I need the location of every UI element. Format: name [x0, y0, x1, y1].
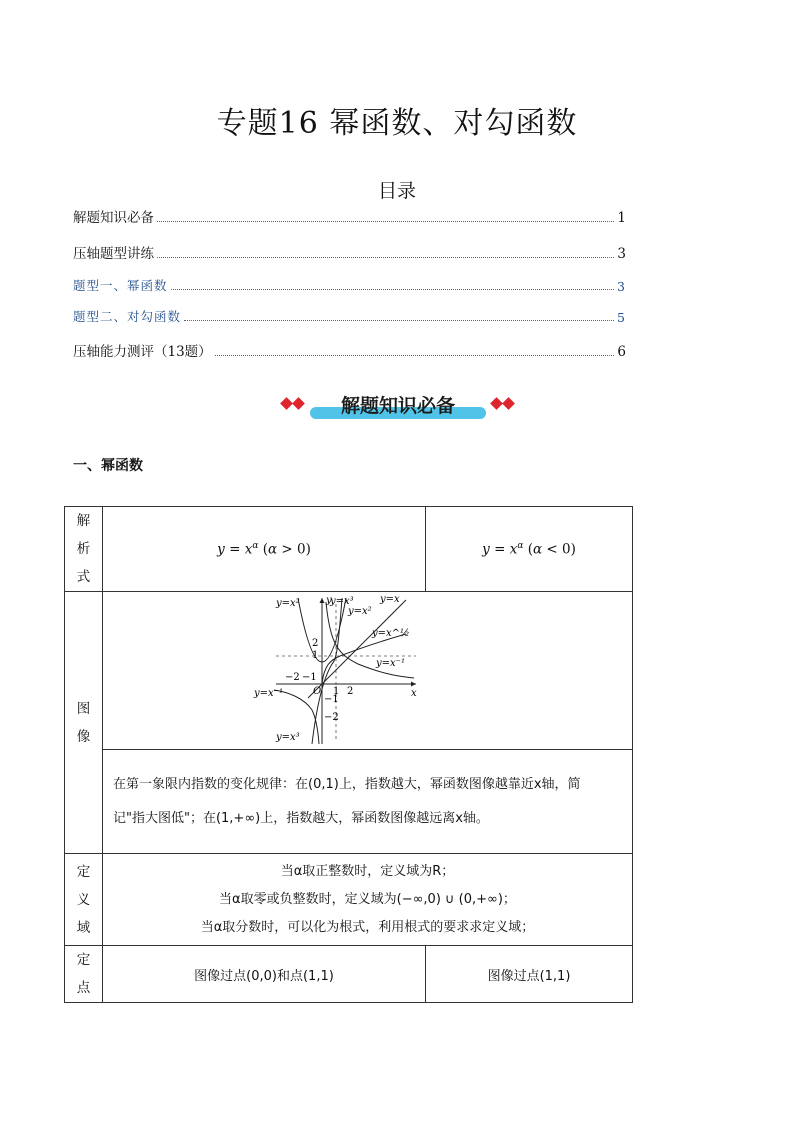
expr-negative-cell: $y = x^\alpha$ (α < 0): [426, 507, 633, 592]
toc-item-page: 6: [617, 344, 626, 360]
tick-y-1: 1: [311, 649, 318, 661]
banner-label: 解题知识必备: [340, 395, 455, 417]
label-y-axis: y: [325, 594, 332, 606]
toc-item-page: 3: [617, 279, 626, 294]
tick-x-neg2: −2: [284, 671, 300, 683]
toc-item-page: 3: [617, 246, 626, 262]
description-line-1: 在第一象限内指数的变化规律：在(0,1)上，指数越大，幂函数图像越靠近x轴，简: [113, 776, 581, 792]
toc-item-test[interactable]: [73, 342, 626, 360]
domain-line-1: 当α取正整数时，定义域为R；: [280, 863, 455, 879]
expr-positive-cell: $y = x^\alpha$ (α > 0): [103, 507, 426, 592]
table-row: [65, 854, 633, 946]
label-x3-bottom: y=x³: [275, 731, 300, 743]
section-banner: [280, 387, 520, 423]
row-header-expression: 解 析 式: [65, 507, 103, 592]
label-xinv-right: y=x⁻¹: [375, 657, 405, 669]
tick-x-1: 1: [332, 685, 339, 697]
toc-leader-dots: [171, 289, 615, 290]
tick-y-neg1: −1: [323, 693, 339, 705]
section-heading: 一、幂函数: [73, 458, 143, 474]
diamond-decor-left-icon: [280, 397, 306, 411]
toc-item-type2[interactable]: [73, 307, 626, 325]
toc-leader-dots: [215, 355, 615, 356]
tick-y-2: 2: [311, 637, 318, 649]
toc-item-label: 压轴题型讲练: [73, 246, 154, 262]
toc-item-page: 1: [617, 210, 626, 226]
description-line-2: 记"指大图低"；在(1,+∞)上，指数越大，幂函数图像越远离x轴。: [113, 810, 489, 826]
label-x3-top: y=x³: [329, 595, 354, 607]
toc-item-knowledge[interactable]: [73, 208, 626, 226]
label-x: y=x: [379, 593, 400, 605]
toc-item-label: 题型一、幂函数: [73, 278, 168, 293]
domain-line-2: 当α取零或负整数时，定义域为(−∞,0) ∪ (0,+∞)；: [219, 891, 516, 907]
row-header-graph: 图 像: [65, 592, 103, 854]
label-xinv-left: y=x⁻¹: [253, 687, 283, 699]
toc-item-practice[interactable]: [73, 244, 626, 262]
toc-item-label: 题型二、对勾函数: [73, 309, 182, 324]
toc-item-label: 压轴能力测评（13题）: [73, 344, 212, 360]
expr-negative: y: [482, 541, 490, 558]
fixed-point-negative: 图像过点(1,1): [426, 946, 633, 1003]
label-sqrtx: y=x^½: [371, 627, 410, 639]
power-function-graph: [253, 593, 468, 748]
toc-item-page: 5: [617, 310, 626, 325]
expr-positive: y: [217, 541, 225, 558]
tick-x-neg1: −1: [301, 671, 317, 683]
toc-item-type1[interactable]: [73, 276, 626, 294]
tick-x-2: 2: [346, 685, 353, 697]
table-row: [65, 946, 633, 1003]
fixed-point-positive: 图像过点(0,0)和点(1,1): [103, 946, 426, 1003]
toc-item-label: 解题知识必备: [73, 210, 154, 226]
table-row: [65, 750, 633, 854]
label-x-axis: x: [410, 687, 417, 699]
label-origin: O: [312, 685, 321, 697]
toc-heading: 目录: [377, 180, 416, 202]
banner-pill: [310, 391, 486, 419]
label-x2: y=x²: [275, 597, 300, 609]
graph-description: [103, 750, 633, 854]
graph-cell: [103, 592, 633, 750]
tick-y-neg2: −2: [323, 711, 339, 723]
table-row: [65, 592, 633, 750]
table-row: [65, 507, 633, 592]
diamond-decor-right-icon: [490, 397, 516, 411]
row-header-domain: 定 义 域: [65, 854, 103, 946]
power-function-table: [64, 506, 633, 1003]
toc-leader-dots: [157, 221, 614, 222]
label-x2-b: y=x²: [347, 605, 372, 617]
toc-leader-dots: [184, 320, 614, 321]
page-title: 专题16 幂函数、对勾函数: [216, 106, 578, 141]
domain-line-3: 当α取分数时，可以化为根式，利用根式的要求求定义域；: [200, 919, 535, 935]
toc-leader-dots: [157, 257, 614, 258]
domain-cell: [103, 854, 633, 946]
row-header-fixed-point: 定 点: [65, 946, 103, 1003]
